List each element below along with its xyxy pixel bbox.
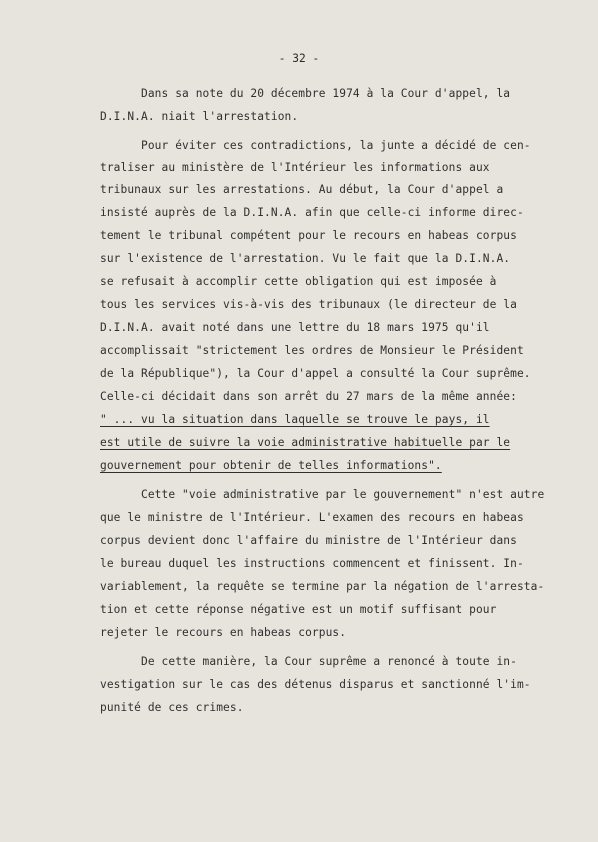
text-line: Celle-ci décidait dans son arrêt du 27 mars de la même année: [100,390,517,403]
text-line: accomplissait "strictement les ordres de Monsieur le Président [100,344,524,357]
text-line: tion et cette réponse négative est un motif suffisant pour [100,603,497,616]
text-line: tement le tribunal compétent pour le recours en habeas corpus [100,229,517,242]
text-line: de la République"), la Cour d'appel a consulté la Cour suprême. [100,367,531,380]
text-line: corpus devient donc l'affaire du ministre de l'Intérieur dans [100,534,517,547]
quoted-text-line: gouvernement pour obtenir de telles informations". [100,459,442,472]
text-line: variablement, la requête se termine par la négation de l'arresta- [100,580,545,593]
text-line: De cette manière, la Cour suprême a renoncé à toute in- [100,655,517,668]
text-line: Dans sa note du 20 décembre 1974 à la Cour d'appel, la [100,87,511,100]
page-number: - 32 - [278,52,320,65]
text-line: traliser au ministère de l'Intérieur les informations aux [100,161,490,174]
text-line: vestigation sur le cas des détenus disparus et sanctionné l'im- [100,678,531,691]
text-line: tous les services vis-à-vis des tribunaux (le directeur de la [100,298,517,311]
text-line: sur l'existence de l'arrestation. Vu le fait que la D.I.N.A. [100,252,511,265]
text-line: Pour éviter ces contradictions, la junte a décidé de cen- [100,139,531,152]
text-line: Cette "voie administrative par le gouvernement" n'est autre [100,488,545,501]
text-line: tribunaux sur les arrestations. Au début, la Cour d'appel a [100,183,504,196]
text-line: que le ministre de l'Intérieur. L'examen des recours en habeas [100,511,524,524]
text-line: D.I.N.A. avait noté dans une lettre du 18 mars 1975 qu'il [100,321,490,334]
text-line: insisté auprès de la D.I.N.A. afin que celle-ci informe direc- [100,206,524,219]
text-line: D.I.N.A. niait l'arrestation. [100,110,299,123]
quoted-text-line: est utile de suivre la voie administrative habituelle par le [100,436,511,449]
text-line: le bureau duquel les instructions commencent et finissent. In- [100,557,524,570]
text-line: punité de ces crimes. [100,701,244,714]
text-line: rejeter le recours en habeas corpus. [100,626,347,639]
text-line: se refusait à accomplir cette obligation qui est imposée à [100,275,497,288]
quoted-text-line: " ... vu la situation dans laquelle se trouve le pays, il [100,413,490,426]
